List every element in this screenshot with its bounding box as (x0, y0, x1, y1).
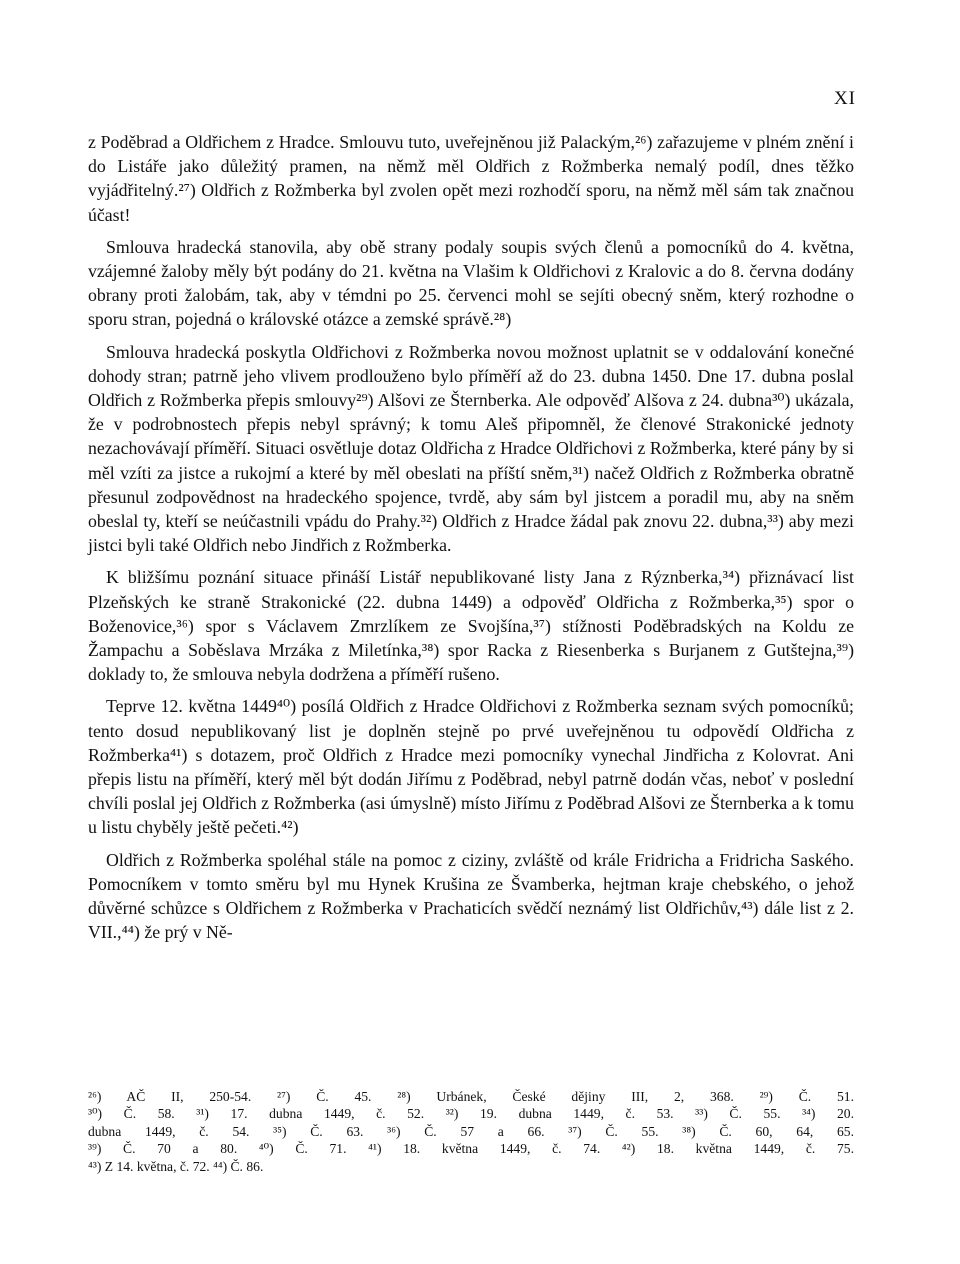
paragraph-1: z Poděbrad a Oldřichem z Hradce. Smlouvu tuto, uveřejněnou již Palackým,²⁶) zařazujeme v plném znění i do Listáře jako důležitý pramen, na němž měl Oldřich z Rožmberka nemalý podíl, dnes těžko vyjádřitelný.²⁷) Oldřich z Rožmberka byl zvolen opět mezi rozhodčí sporu, na němž měl sám tak značnou účast! (88, 132, 854, 225)
footnote-line-3: dubna 1449, č. 54. ³⁵) Č. 63. ³⁶) Č. 57 a 66. ³⁷) Č. 55. ³⁸) Č. 60, 64, 65. (88, 1123, 854, 1139)
footnotes (88, 1088, 854, 1175)
body-text (88, 130, 854, 953)
footnote-line-4: ³⁹) Č. 70 a 80. ⁴⁰) Č. 71. ⁴¹) 18. května 1449, č. 74. ⁴²) 18. května 1449, č. 75. (88, 1141, 854, 1157)
paragraph-4: K bližšímu poznání situace přináší Listář nepublikované listy Jana z Rýznberka,³⁴) přiznávací list Plzeňských ke straně Strakonické (22. dubna 1449) a odpověď Oldřicha z Rožmberka,³⁵) spor o Boženovice,³⁶) spor s Václavem Zmrzlíkem ze Svojšína,³⁷) stížnosti Poděbradských na Koldu ze Žampachu a Soběslava Mrzáka z Miletínka,³⁸) spor Racka z Riesenberka s Burjanem z Gutštejna,³⁹) doklady to, že smlouva nebyla dodržena a příměří rušeno. (88, 567, 854, 685)
paragraph-5: Teprve 12. května 1449⁴⁰) posílá Oldřich z Hradce Oldřichovi z Rožmberka seznam svých pomocníků; tento dosud nepublikovaný list je doplněn stejně po prvé uveřejněnou tu odpovědí Oldřicha z Rožmberka⁴¹) s dotazem, proč Oldřich z Hradce mezi pomocníky vynechal Jindřicha z Kolovrat. Ani přepis listu na příměří, který měl být dodán Jiřímu z Poděbrad, nebyl patrně dodán včas, neboť v poslední chvíli poslal jej Oldřich z Rožmberka (asi úmyslně) místo Jiřímu z Poděbrad Alšovi ze Šternberka a k tomu u listu chyběly ještě pečeti.⁴²) (88, 696, 854, 838)
footnote-line-5: ⁴³) Z 14. května, č. 72. ⁴⁴) Č. 86. (88, 1158, 264, 1174)
paragraph-6: Oldřich z Rožmberka spoléhal stále na pomoc z ciziny, zvláště od krále Fridricha a Fridricha Saského. Pomocníkem v tomto směru byl mu Hynek Krušina ze Švamberka, hejtman kraje chebského, o jehož důvěrné schůzce s Oldřichem z Rožmberka v Prachaticích svědčí neznámý list Oldřichův,⁴³) dále list z 2. VII.,⁴⁴) že prý v Ně- (88, 849, 854, 943)
page-number: XI (833, 88, 856, 109)
footnote-line-2: ³⁰) Č. 58. ³¹) 17. dubna 1449, č. 52. ³²) 19. dubna 1449, č. 53. ³³) Č. 55. ³⁴) 20. (88, 1106, 854, 1122)
paragraph-3: Smlouva hradecká poskytla Oldřichovi z Rožmberka novou možnost uplatnit se v oddalování konečné dohody stran; patrně jeho vlivem prodlouženo bylo příměří až do 23. dubna 1450. Dne 17. dubna poslal Oldřich z Rožmberka přepis smlouvy²⁹) Alšovi ze Šternberka. Ale odpověď Alšova z 24. dubna³⁰) ukázala, že v podrobnostech přepis nebyl správný; k tomu Aleš připomněl, že členové Strakonické jednoty nezachovávají příměří. Situaci osvětluje dotaz Oldřicha z Hradce Oldřichovi z Rožmberka, které pány by si měl vzíti za jistce a rukojmí a které by měl obeslati na příští sněm,³¹) načež Oldřich z Rožmberka obratně přesunul zodpovědnost na hradeckého spojence, tvrdě, aby sám byl jistcem a poradil mu, aby na sněm obeslal ty, kteří se neúčastnili vpádu do Prahy.³²) Oldřich z Hradce žádal pak znovu 22. dubna,³³) aby mezi jistci byli také Oldřich nebo Jindřich z Rožmberka. (88, 341, 854, 556)
footnote-line-1: ²⁶) AČ II, 250-54. ²⁷) Č. 45. ²⁸) Urbánek, České dějiny III, 2, 368. ²⁹) Č. 51. (88, 1089, 854, 1104)
paragraph-2: Smlouva hradecká stanovila, aby obě strany podaly soupis svých členů a pomocníků do 4. května, vzájemné žaloby měly být podány do 21. května na Vlašim k Oldřichovi z Kralovic a do 8. června dodány obrany proti žalobám, tak, aby v témdni po 25. červenci mohl se sejíti obecný sněm, který rozhodne o sporu stran, pojedná o královské otázce a zemské správě.²⁸) (88, 236, 854, 330)
